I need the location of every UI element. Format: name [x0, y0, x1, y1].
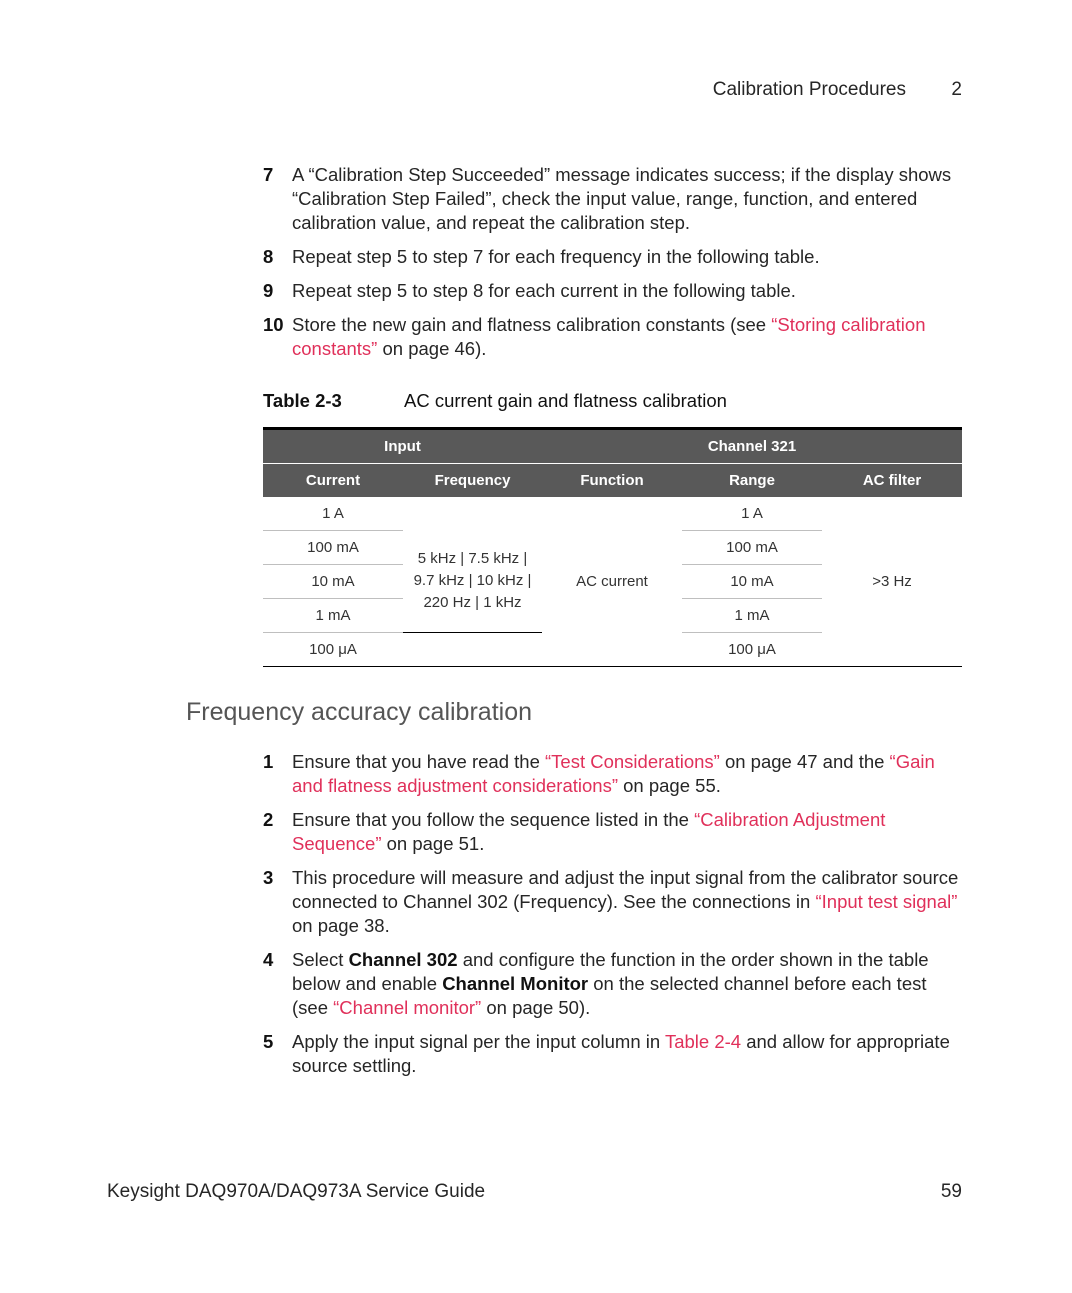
bold-term: Channel 302 — [348, 949, 458, 970]
cross-reference-link[interactable]: “Calibration Adjustment Sequence” — [292, 809, 886, 854]
column-header-range: Range — [682, 464, 822, 498]
cell-current: 1 mA — [263, 599, 403, 633]
column-header-function: Function — [542, 464, 682, 498]
step-text — [292, 163, 963, 235]
step-number: 10 — [263, 314, 284, 335]
step-item — [263, 163, 963, 235]
step-text — [292, 279, 963, 303]
step-number: 9 — [263, 280, 274, 301]
cell-range: 1 mA — [682, 599, 822, 633]
step-item — [263, 808, 963, 856]
step-number: 4 — [263, 949, 274, 970]
step-number: 2 — [263, 809, 274, 830]
step-text-run: Apply the input signal per the input column in — [292, 1031, 665, 1052]
step-text-run: and configure the function in the order shown in the table below and enable — [292, 949, 929, 994]
table-row — [263, 497, 962, 531]
step-text-run: This procedure will measure and adjust the input signal from the calibrator source connected to Channel 302 (Frequency). See the connections in — [292, 867, 959, 912]
cell-frequency — [403, 531, 542, 633]
step-item — [263, 750, 963, 798]
step-text-run: on page 46). — [377, 338, 487, 359]
step-text-run: on page 55. — [618, 775, 721, 796]
step-text — [292, 245, 963, 269]
cell-range: 1 A — [741, 505, 763, 522]
cross-reference-link[interactable]: “Gain and flatness adjustment considerations” — [292, 751, 935, 796]
step-text — [292, 750, 963, 798]
step-text — [292, 313, 963, 361]
cross-reference-link[interactable]: Table 2-4 — [664, 1031, 742, 1052]
table-column-header-row — [263, 464, 962, 498]
header-section-title: Calibration Procedures — [712, 79, 906, 100]
cell-current: 10 mA — [263, 565, 403, 599]
cell-current: 100 μA — [263, 633, 403, 667]
step-text — [292, 1030, 963, 1078]
table-title: AC current gain and flatness calibration — [404, 390, 727, 411]
column-header-frequency: Frequency — [403, 464, 542, 498]
step-item — [263, 948, 963, 1020]
step-text-run: on the selected channel before each test (see — [292, 973, 927, 1018]
cross-reference-link[interactable]: “Channel monitor” — [333, 997, 482, 1018]
step-text-run: on page 50). — [481, 997, 591, 1018]
table-caption — [263, 390, 727, 412]
step-text-run: on page 51. — [381, 833, 485, 854]
step-text — [292, 808, 963, 856]
step-item — [263, 245, 963, 269]
steps-list-top — [263, 163, 963, 371]
bold-term: Channel Monitor — [442, 973, 589, 994]
group-header-channel: Channel 321 — [542, 429, 962, 464]
table-group-header-row — [263, 429, 962, 464]
step-text-run: on page 47 and the — [719, 751, 890, 772]
step-text-run: on page 38. — [292, 915, 390, 936]
step-number: 5 — [263, 1031, 274, 1052]
steps-list-bottom — [263, 750, 963, 1088]
table-number: Table 2-3 — [263, 390, 342, 411]
step-number: 3 — [263, 867, 274, 888]
calibration-table — [263, 427, 962, 667]
running-header — [0, 79, 1072, 105]
cell-range: 10 mA — [682, 565, 822, 599]
step-text-run: Repeat step 5 to step 7 for each frequency in the following table. — [292, 246, 820, 267]
step-text-run: A “Calibration Step Succeeded” message indicates success; if the display shows “Calibration Step Failed”, check the input value, range, function, and entered calibration value, and repeat the calibration step. — [292, 164, 952, 233]
step-text-run: Ensure that you follow the sequence listed in the — [292, 809, 695, 830]
frequency-line: 9.7 kHz | 10 kHz | — [413, 572, 532, 590]
frequency-line: 220 Hz | 1 kHz — [423, 594, 522, 612]
cell-current: 1 A — [322, 505, 344, 522]
cell-range: 100 mA — [682, 531, 822, 565]
step-text — [292, 866, 963, 938]
cell-function: AC current — [542, 497, 682, 667]
cross-reference-link[interactable]: “Storing calibration constants” — [292, 314, 926, 359]
step-item — [263, 866, 963, 938]
cross-reference-link[interactable]: “Test Considerations” — [545, 751, 720, 772]
section-heading: Frequency accuracy calibration — [186, 698, 532, 726]
column-header-ac-filter: AC filter — [822, 464, 962, 498]
step-number: 8 — [263, 246, 274, 267]
group-header-input: Input — [263, 429, 542, 464]
step-text-run: Ensure that you have read the — [292, 751, 546, 772]
cross-reference-link[interactable]: “Input test signal” — [815, 891, 958, 912]
cell-range: 100 μA — [682, 633, 822, 667]
cell-current: 100 mA — [263, 531, 403, 565]
step-item — [263, 313, 963, 361]
step-number: 1 — [263, 751, 274, 772]
footer-page-number: 59 — [940, 1181, 962, 1202]
step-text-run: Repeat step 5 to step 8 for each current in the following table. — [292, 280, 796, 301]
frequency-line: 5 kHz | 7.5 kHz | — [417, 550, 528, 568]
step-item — [263, 279, 963, 303]
step-text-run: Store the new gain and flatness calibration constants (see — [292, 314, 772, 335]
step-number: 7 — [263, 164, 274, 185]
step-text — [292, 948, 963, 1020]
cell-ac-filter: >3 Hz — [822, 497, 962, 667]
header-chapter-number: 2 — [951, 79, 962, 100]
column-header-current: Current — [263, 464, 403, 498]
step-text-run: Select — [292, 949, 349, 970]
step-item — [263, 1030, 963, 1078]
step-text-run: and allow for appropriate source settling. — [292, 1031, 950, 1076]
footer-guide-title: Keysight DAQ970A/DAQ973A Service Guide — [107, 1181, 486, 1202]
